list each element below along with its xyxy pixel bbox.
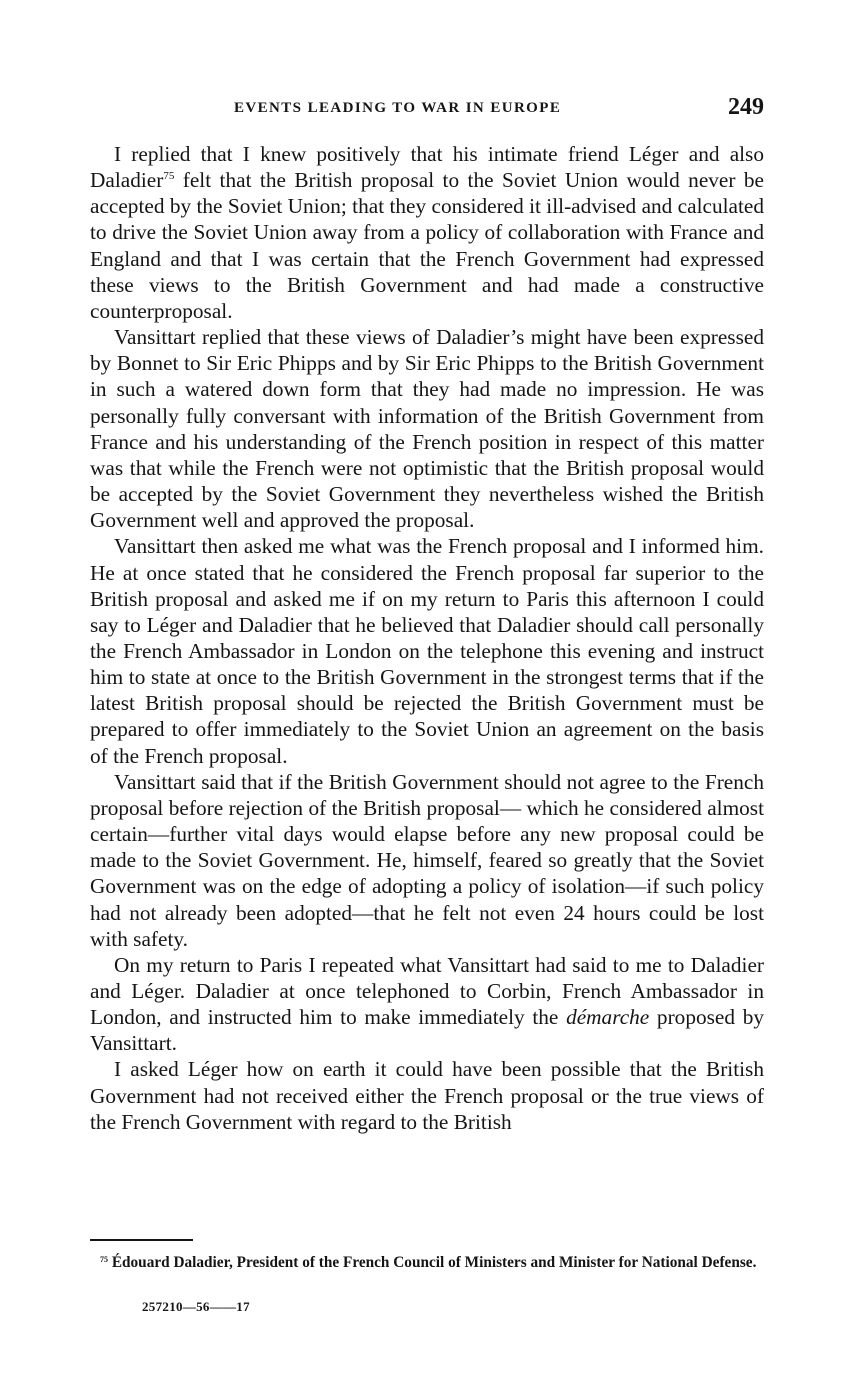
footnote-reference: 75 (163, 170, 175, 183)
paragraph-3: Vansittart then asked me what was the French proposal and I informed him. He at once stated that he considered the French proposal far superior to the British proposal and asked me if on my return to Paris this afternoon I could say to Léger and Daladier that he believed that Daladier should call personally the French Ambassador in London on the telephone this evening and instruct him to state at once to the British Government in the strongest terms that if the latest British proposal should be rejected the British Government must be prepared to offer immediately to the Soviet Union an agreement on the basis of the French proposal. (90, 534, 764, 768)
running-head: EVENTS LEADING TO WAR IN EUROPE (234, 100, 562, 116)
paragraph-5-part-b: proposed by Vansittart. (90, 1005, 764, 1056)
running-header (90, 94, 764, 126)
paragraph-5 (90, 952, 764, 1057)
paragraph-5-emphasis: démarche (566, 1005, 650, 1030)
paragraph-5-part-a: On my return to Paris I repeated what Vansittart had said to me to Daladier and Léger. Daladier at once telephoned to Corbin, French Ambassador in London, and instructed him to make immediately the (90, 952, 764, 1030)
paragraph-2: Vansittart replied that these views of Daladier’s might have been expressed by Bonnet to Sir Eric Phipps and by Sir Eric Phipps to the British Government in such a watered down form that they had made no impression. He was personally fully conversant with information of the British Government from France and his understanding of the French position in respect of this matter was that while the French were not optimistic that the British proposal would be accepted by the Soviet Government they nevertheless wished the British Government well and approved the proposal. (90, 325, 764, 533)
paragraph-1-part-b: felt that the British proposal to the Soviet Union would never be accepted by the Soviet Union; that they considered it ill-advised and calculated to drive the Soviet Union away from a policy of collaboration with France and England and that I was certain that the French Government had expressed these views to the British Government and had made a constructive counterproposal. (90, 168, 764, 323)
page-number: 249 (728, 94, 764, 120)
printer-code: 257210—56——17 (142, 1299, 250, 1314)
footnote-text: Édouard Daladier, President of the French Council of Ministers and Minister for National Defense. (108, 1254, 757, 1271)
paragraph-6: I asked Léger how on earth it could have been possible that the British Government had not received either the French proposal or the true views of the French Government with regard to the British (90, 1057, 764, 1134)
paragraph-1-part-a: I replied that I knew positively that his intimate friend Léger and also Daladier (90, 142, 764, 193)
paragraph-1 (90, 141, 764, 324)
footnote (90, 1253, 764, 1273)
paragraph-4: Vansittart said that if the British Government should not agree to the French proposal before rejection of the British proposal— which he considered almost certain—further vital days would elapse before any new proposal could be made to the Soviet Government. He, himself, feared so greatly that the Soviet Government was on the edge of adopting a policy of isolation—if such policy had not already been adopted—that he felt not even 24 hours could be lost with safety. (90, 769, 764, 951)
body-text (90, 141, 764, 1135)
footnote-divider (90, 1239, 193, 1241)
footnote-marker: 75 (100, 1255, 108, 1264)
